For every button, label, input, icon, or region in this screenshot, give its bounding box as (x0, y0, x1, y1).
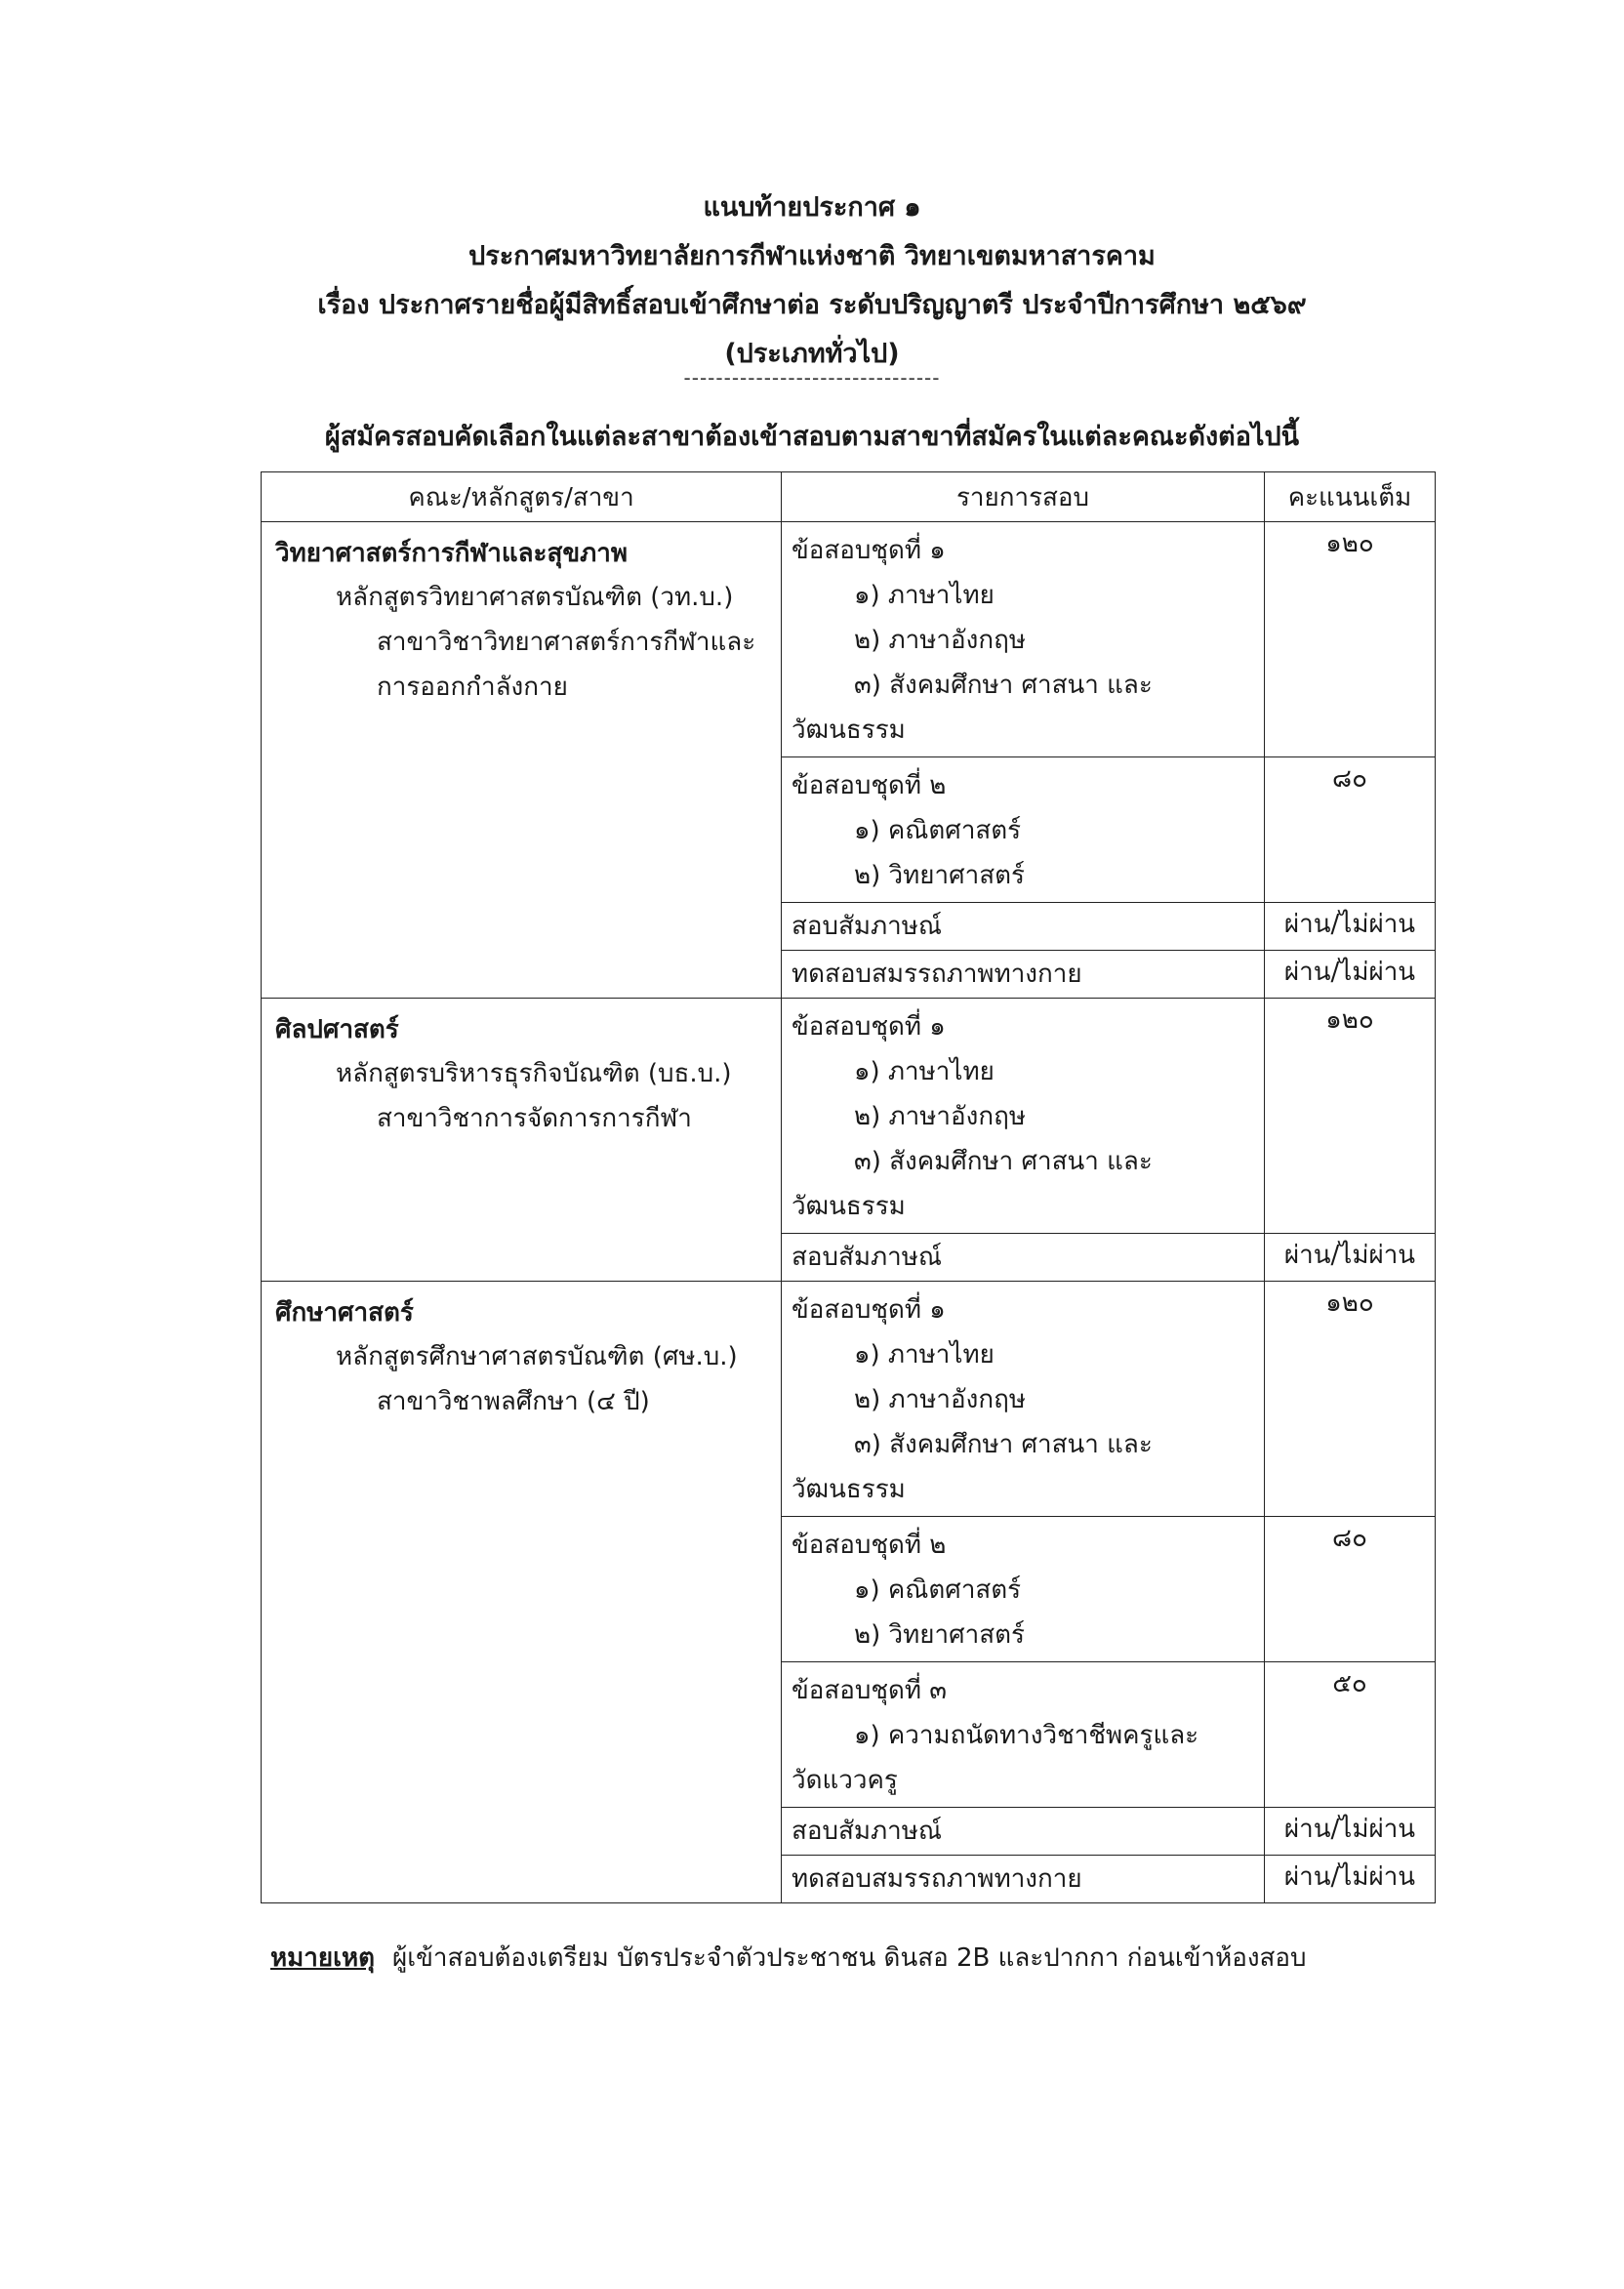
table-header-row (262, 472, 1436, 522)
exam-set-cell (782, 1282, 1265, 1517)
program-name: หลักสูตรศึกษาศาสตรบัณฑิต (ศษ.บ.) (336, 1342, 738, 1371)
intro-text: ผู้สมัครสอบคัดเลือกในแต่ละสาขาต้องเข้าสอบตามสาขาที่สมัครในแต่ละคณะดังต่อไปนี้ (324, 422, 1300, 452)
table-row (262, 522, 1436, 757)
exam-subject: ๑) คณิตศาสตร์ (854, 1575, 1022, 1605)
full-score: ๘๐ (1265, 1517, 1436, 1662)
exam-subject: ๑) ภาษาไทย (854, 1340, 995, 1369)
major-name: สาขาวิชาพลศึกษา (๔ ปี) (377, 1387, 650, 1416)
exam-set-cell (782, 999, 1265, 1234)
announcement-type: (ประเภททั่วไป) (724, 339, 900, 369)
column-header-faculty: คณะ/หลักสูตร/สาขา (262, 472, 782, 522)
exam-set-cell (782, 1517, 1265, 1662)
physical-test-exam: ทดสอบสมรรถภาพทางกาย (782, 1856, 1265, 1903)
exam-set-cell (782, 522, 1265, 757)
exam-subject: ๓) สังคมศึกษา ศาสนา และ (854, 1430, 1153, 1459)
announcement-subject: เรื่อง ประกาศรายชื่อผู้มีสิทธิ์สอบเข้าศึกษาต่อ ระดับปริญญาตรี ประจำปีการศึกษา ๒๕๖๙ (317, 290, 1307, 320)
interview-exam: สอบสัมภาษณ์ (782, 1808, 1265, 1856)
faculty-cell (262, 999, 782, 1282)
exam-set-title: ข้อสอบชุดที่ ๒ (792, 771, 947, 800)
program-name: หลักสูตรบริหารธุรกิจบัณฑิต (บธ.บ.) (336, 1059, 732, 1088)
document-header (0, 184, 1624, 379)
footnote-text: ผู้เข้าสอบต้องเตรียม บัตรประจำตัวประชาชน ดินสอ 2B และปากกา ก่อนเข้าห้องสอบ (392, 1943, 1307, 1973)
full-score: ผ่าน/ไม่ผ่าน (1265, 951, 1436, 999)
column-header-exams: รายการสอบ (782, 472, 1265, 522)
full-score: ผ่าน/ไม่ผ่าน (1265, 1808, 1436, 1856)
table-row (262, 999, 1436, 1234)
full-score: ๑๒๐ (1265, 999, 1436, 1234)
major-name: สาขาวิชาวิทยาศาสตร์การกีฬาและ (377, 628, 756, 657)
table-row (262, 1282, 1436, 1517)
major-name-cont: การออกกำลังกาย (377, 673, 568, 702)
exam-subject: ๒) ภาษาอังกฤษ (854, 1102, 1026, 1131)
exam-subject: ๑) ความถนัดทางวิชาชีพครูและ (854, 1721, 1199, 1750)
full-score: ๑๒๐ (1265, 522, 1436, 757)
exam-subject: ๒) ภาษาอังกฤษ (854, 626, 1026, 655)
full-score: ๕๐ (1265, 1662, 1436, 1808)
exam-subject-cont: วัดแววครู (792, 1766, 898, 1795)
faculty-name: วิทยาศาสตร์การกีฬาและสุขภาพ (275, 539, 628, 568)
faculty-name: ศิลปศาสตร์ (275, 1015, 399, 1044)
full-score: ๘๐ (1265, 757, 1436, 903)
exam-set-cell (782, 757, 1265, 903)
exam-subject-cont: วัฒนธรรม (792, 1192, 906, 1221)
exam-set-title: ข้อสอบชุดที่ ๑ (792, 536, 946, 565)
exam-table (261, 471, 1436, 1903)
exam-set-title: ข้อสอบชุดที่ ๑ (792, 1295, 946, 1325)
exam-subject: ๒) วิทยาศาสตร์ (854, 1620, 1025, 1650)
divider: -------------------------------- (683, 366, 941, 389)
full-score: ผ่าน/ไม่ผ่าน (1265, 1856, 1436, 1903)
exam-subject-cont: วัฒนธรรม (792, 1475, 906, 1504)
faculty-cell (262, 522, 782, 999)
footnote-label: หมายเหตุ (270, 1943, 376, 1973)
faculty-name: ศึกษาศาสตร์ (275, 1298, 414, 1328)
major-name: สาขาวิชาการจัดการการกีฬา (377, 1104, 692, 1133)
exam-set-cell (782, 1662, 1265, 1808)
exam-subject: ๑) ภาษาไทย (854, 1057, 995, 1086)
full-score: ผ่าน/ไม่ผ่าน (1265, 903, 1436, 951)
exam-set-title: ข้อสอบชุดที่ ๒ (792, 1531, 947, 1560)
interview-exam: สอบสัมภาษณ์ (782, 903, 1265, 951)
footnote (270, 1938, 1307, 1978)
physical-test-exam: ทดสอบสมรรถภาพทางกาย (782, 951, 1265, 999)
column-header-full-score: คะแนนเต็ม (1265, 472, 1436, 522)
full-score: ๑๒๐ (1265, 1282, 1436, 1517)
exam-subject: ๑) คณิตศาสตร์ (854, 816, 1022, 845)
exam-set-title: ข้อสอบชุดที่ ๑ (792, 1012, 946, 1042)
program-name: หลักสูตรวิทยาศาสตรบัณฑิต (วท.บ.) (336, 583, 734, 612)
interview-exam: สอบสัมภาษณ์ (782, 1234, 1265, 1282)
exam-set-title: ข้อสอบชุดที่ ๓ (792, 1676, 948, 1705)
exam-subject: ๓) สังคมศึกษา ศาสนา และ (854, 1147, 1153, 1176)
exam-subject-cont: วัฒนธรรม (792, 715, 906, 745)
full-score: ผ่าน/ไม่ผ่าน (1265, 1234, 1436, 1282)
announcement-title: ประกาศมหาวิทยาลัยการกีฬาแห่งชาติ วิทยาเขตมหาสารคาม (468, 241, 1156, 271)
faculty-cell (262, 1282, 782, 1903)
exam-subject: ๓) สังคมศึกษา ศาสนา และ (854, 671, 1153, 700)
exam-subject: ๒) ภาษาอังกฤษ (854, 1385, 1026, 1414)
attachment-title: แนบท้ายประกาศ ๑ (703, 192, 921, 223)
exam-subject: ๑) ภาษาไทย (854, 581, 995, 610)
exam-subject: ๒) วิทยาศาสตร์ (854, 861, 1025, 890)
